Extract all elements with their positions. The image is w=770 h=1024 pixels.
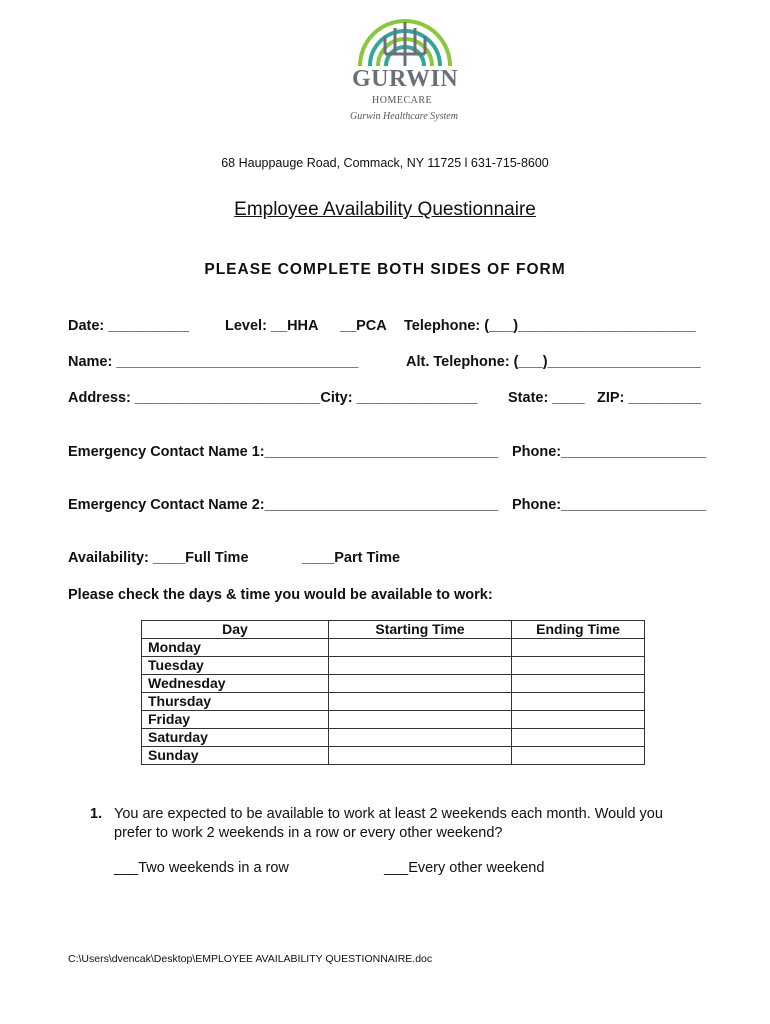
emergency-phone-1-field[interactable]: Phone:__________________ — [512, 444, 707, 460]
start-time-cell[interactable] — [329, 729, 512, 747]
document-path-footer: C:\Users\dvencak\Desktop\EMPLOYEE AVAILABILITY QUESTIONNAIRE.doc — [68, 953, 433, 965]
emergency-contact-2-field[interactable]: Emergency Contact Name 2:_____________________________ — [68, 497, 499, 513]
company-address: 68 Hauppauge Road, Commack, NY 11725 l 631-715-8600 — [221, 156, 549, 170]
logo-subtitle: HOMECARE — [372, 95, 433, 106]
end-time-cell[interactable] — [512, 657, 645, 675]
day-thursday: Thursday — [142, 693, 329, 711]
start-time-cell[interactable] — [329, 657, 512, 675]
page-title: Employee Availability Questionnaire — [234, 199, 536, 220]
start-time-cell[interactable] — [329, 693, 512, 711]
availability-table — [141, 620, 645, 765]
name-field[interactable]: Name: ______________________________ — [68, 354, 359, 370]
emergency-contact-1-field[interactable]: Emergency Contact Name 1:_____________________________ — [68, 444, 499, 460]
date-field[interactable]: Date: __________ — [68, 318, 189, 334]
day-friday: Friday — [142, 711, 329, 729]
question-1-line-2: prefer to work 2 weekends in a row or every other weekend? — [114, 825, 503, 841]
question-1-number: 1. — [90, 806, 103, 822]
end-time-cell[interactable] — [512, 711, 645, 729]
level-pca-field[interactable]: __PCA — [340, 318, 387, 334]
table-header-day: Day — [142, 621, 329, 639]
state-field[interactable]: State: ____ — [508, 390, 585, 406]
question-1-line-1: You are expected to be available to work at least 2 weekends each month. Would you — [114, 806, 663, 822]
logo-wordmark: GURWIN — [352, 66, 459, 92]
day-saturday: Saturday — [142, 729, 329, 747]
end-time-cell[interactable] — [512, 729, 645, 747]
day-tuesday: Tuesday — [142, 657, 329, 675]
start-time-cell[interactable] — [329, 747, 512, 765]
telephone-field[interactable]: Telephone: (___)______________________ — [404, 318, 696, 334]
address-city-field[interactable]: Address: _______________________City: _______________ — [68, 390, 478, 406]
page-subtitle: PLEASE COMPLETE BOTH SIDES OF FORM — [204, 261, 566, 278]
day-sunday: Sunday — [142, 747, 329, 765]
option-every-other-weekend[interactable]: ___Every other weekend — [384, 860, 545, 876]
check-days-instruction: Please check the days & time you would be available to work: — [68, 587, 493, 603]
start-time-cell[interactable] — [329, 639, 512, 657]
start-time-cell[interactable] — [329, 711, 512, 729]
day-monday: Monday — [142, 639, 329, 657]
table-header-start: Starting Time — [329, 621, 512, 639]
end-time-cell[interactable] — [512, 675, 645, 693]
availability-full-time[interactable]: Availability: ____Full Time — [68, 550, 249, 566]
day-wednesday: Wednesday — [142, 675, 329, 693]
table-header-end: Ending Time — [512, 621, 645, 639]
start-time-cell[interactable] — [329, 675, 512, 693]
zip-field[interactable]: ZIP: _________ — [597, 390, 701, 406]
alt-telephone-field[interactable]: Alt. Telephone: (___)___________________ — [406, 354, 701, 370]
emergency-phone-2-field[interactable]: Phone:__________________ — [512, 497, 707, 513]
level-hha-field[interactable]: Level: __HHA — [225, 318, 319, 334]
availability-part-time[interactable]: ____Part Time — [302, 550, 401, 566]
end-time-cell[interactable] — [512, 693, 645, 711]
end-time-cell[interactable] — [512, 639, 645, 657]
logo-system: Gurwin Healthcare System — [350, 111, 458, 122]
option-two-weekends[interactable]: ___Two weekends in a row — [114, 860, 289, 876]
end-time-cell[interactable] — [512, 747, 645, 765]
